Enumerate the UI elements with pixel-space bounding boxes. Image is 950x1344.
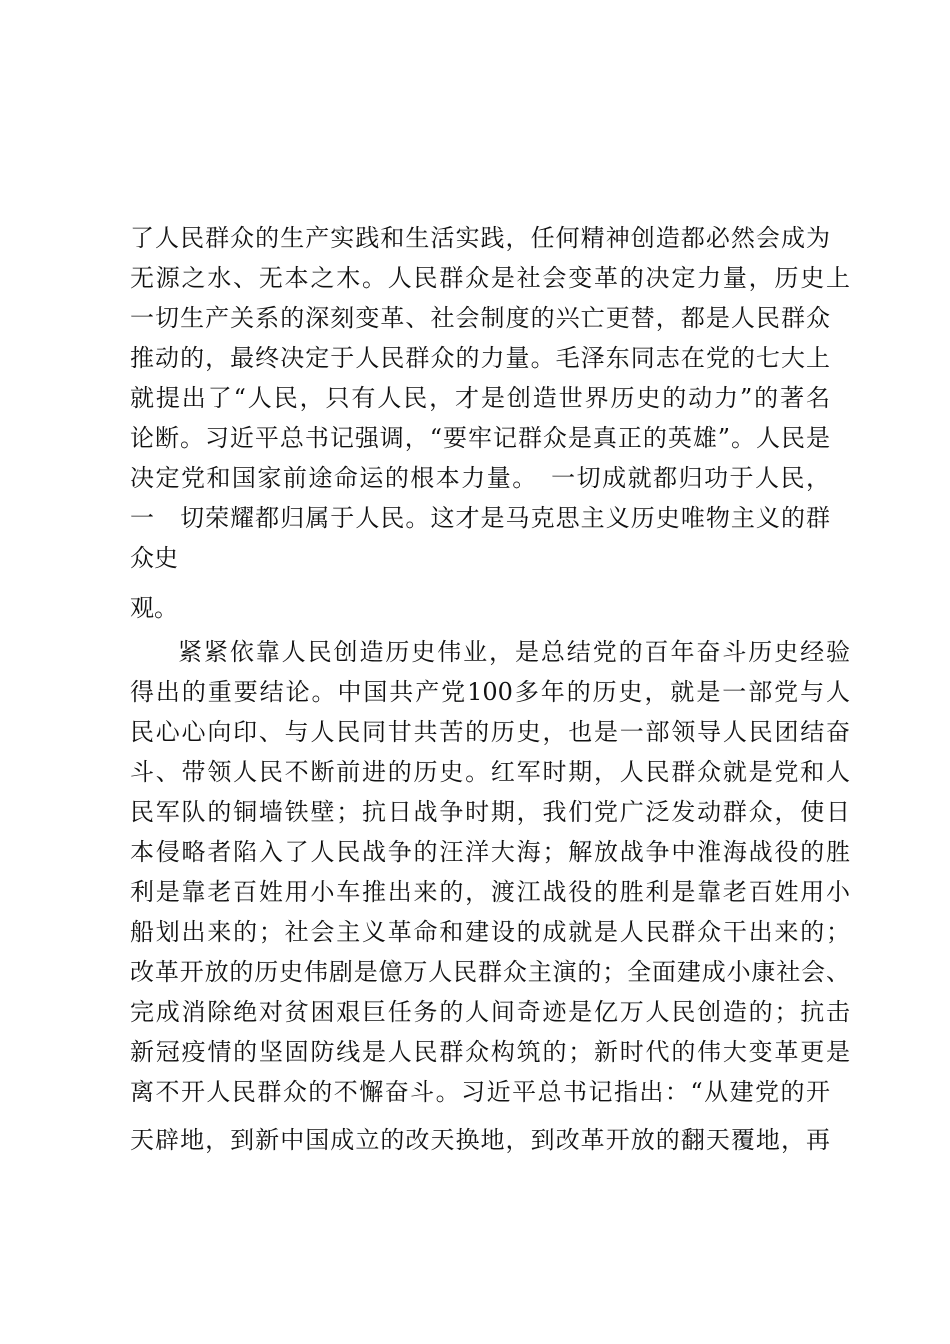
- paragraph-line: 众史: [130, 544, 178, 572]
- paragraph-line: 得出的重要结论。中国共产党100多年的历史，就是一部党与人: [130, 678, 850, 706]
- paragraph-line: 利是靠老百姓用小车推出来的，渡江战役的胜利是靠老百姓用小: [130, 878, 850, 906]
- paragraph-line: 无源之水、无本之木。人民群众是社会变革的决定力量，历史上: [130, 264, 850, 292]
- paragraph-line: 民心心向印、与人民同甘共苦的历史，也是一部领导人民团结奋: [130, 718, 850, 746]
- paragraph-line: 论断。习近平总书记强调，“要牢记群众是真正的英雄”。人民是: [130, 424, 830, 452]
- paragraph-line: 民军队的铜墙铁壁；抗日战争时期，我们党广泛发动群众，使日: [130, 798, 850, 826]
- paragraph-line: 完成消除绝对贫困艰巨任务的人间奇迹是亿万人民创造的；抗击: [130, 998, 850, 1026]
- paragraph-line: 观。: [130, 594, 178, 622]
- paragraph-line: 船划出来的；社会主义革命和建设的成就是人民群众干出来的；: [130, 918, 850, 946]
- paragraph-line: 决定党和国家前途命运的根本力量。 一切成就都归功于人民，: [130, 464, 830, 492]
- paragraph-line: 天辟地，到新中国成立的改天换地，到改革开放的翻天覆地，再: [130, 1126, 830, 1154]
- paragraph-line: 离不开人民群众的不懈奋斗。习近平总书记指出：“从建党的开: [130, 1078, 830, 1106]
- paragraph-line: 紧紧依靠人民创造历史伟业，是总结党的百年奋斗历史经验: [178, 638, 850, 666]
- paragraph-line: 新冠疫情的坚固防线是人民群众构筑的；新时代的伟大变革更是: [130, 1038, 850, 1066]
- paragraph-line: 一 切荣耀都归属于人民。这才是马克思主义历史唯物主义的群: [130, 504, 830, 532]
- paragraph-line: 本侵略者陷入了人民战争的汪洋大海；解放战争中淮海战役的胜: [130, 838, 850, 866]
- paragraph-line: 改革开放的历史伟剧是億万人民群众主演的；全面建成小康社会、: [130, 958, 850, 986]
- paragraph-line: 就提出了“人民，只有人民，才是创造世界历史的动力”的著名: [130, 384, 830, 412]
- paragraph-line: 一切生产关系的深刻变革、社会制度的兴亡更替，都是人民群众: [130, 304, 830, 332]
- paragraph-line: 推动的，最终决定于人民群众的力量。毛泽东同志在党的七大上: [130, 344, 830, 372]
- paragraph-line: 了人民群众的生产实践和生活实践，任何精神创造都必然会成为: [130, 224, 830, 252]
- paragraph-line: 斗、带领人民不断前进的历史。红军时期，人民群众就是党和人: [130, 758, 850, 786]
